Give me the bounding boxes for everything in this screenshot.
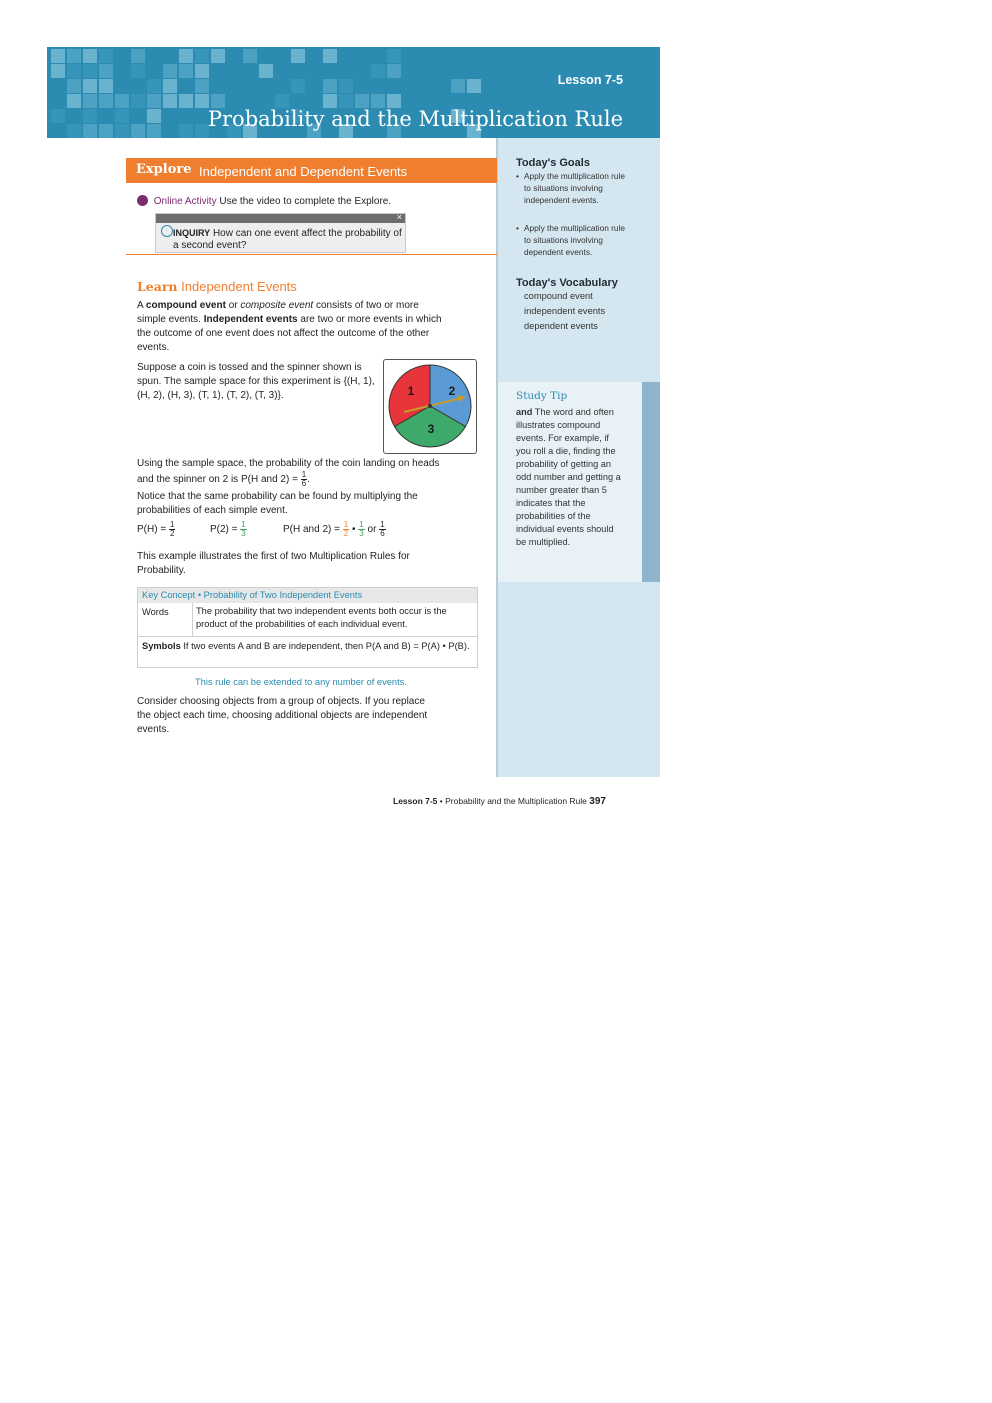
banner-tile bbox=[83, 49, 97, 63]
banner-tile bbox=[147, 94, 161, 108]
banner-tile bbox=[179, 49, 193, 63]
explore-title: Independent and Dependent Events bbox=[199, 164, 408, 179]
page-footer bbox=[393, 796, 606, 807]
inquiry-titlebar bbox=[156, 214, 405, 223]
banner-tile bbox=[195, 49, 209, 63]
spinner-figure bbox=[383, 359, 477, 454]
banner-tile bbox=[371, 94, 385, 108]
banner-tile bbox=[339, 94, 353, 108]
banner-tile bbox=[147, 109, 161, 123]
banner-tile bbox=[163, 79, 177, 93]
inquiry-text bbox=[173, 227, 403, 252]
learn-label: Learn bbox=[137, 279, 178, 294]
banner-tile bbox=[275, 94, 289, 108]
banner-tile bbox=[51, 64, 65, 78]
definition-paragraph: A compound event or composite event consists of two or more simple events. Independent events are two or more events in which the outcome of one event does not affect the outcome of the other events. bbox=[137, 300, 442, 353]
banner-tile bbox=[83, 94, 97, 108]
online-activity-icon bbox=[137, 195, 148, 206]
rule-intro-paragraph: This example illustrates the first of two Multiplication Rules for Probability. bbox=[137, 551, 410, 576]
study-tip-text bbox=[516, 406, 626, 549]
explore-rule bbox=[126, 182, 497, 183]
banner-tile bbox=[243, 49, 257, 63]
study-tip-title: Study Tip bbox=[516, 390, 568, 402]
learn-title: Independent Events bbox=[181, 279, 297, 294]
banner-tile bbox=[115, 94, 129, 108]
banner-tile bbox=[67, 124, 81, 138]
key-concept-box bbox=[137, 587, 478, 668]
goals-title: Today's Goals bbox=[516, 157, 590, 169]
banner-tile bbox=[99, 49, 113, 63]
banner-tile bbox=[115, 109, 129, 123]
close-icon[interactable]: × bbox=[396, 212, 402, 222]
banner-tile bbox=[83, 64, 97, 78]
banner-tile bbox=[147, 124, 161, 138]
vocab-item[interactable]: compound event bbox=[524, 291, 593, 301]
bullet: • bbox=[516, 223, 519, 233]
banner-tile bbox=[323, 94, 337, 108]
footer-title: Probability and the Multiplication Rule bbox=[445, 796, 587, 806]
page-number: 397 bbox=[589, 796, 606, 807]
spinner-label-2: 2 bbox=[448, 384, 456, 398]
learn-header bbox=[137, 279, 297, 294]
banner-tile bbox=[179, 124, 193, 138]
banner-tile bbox=[147, 79, 161, 93]
banner-tile bbox=[163, 64, 177, 78]
inquiry-label: INQUIRY bbox=[173, 228, 211, 238]
online-activity-text: Use the video to complete the Explore. bbox=[219, 196, 392, 207]
eq-p-two: P(2) = $\frac{1}{3}$ bbox=[210, 520, 246, 538]
lesson-number: Lesson 7-5 bbox=[557, 73, 623, 87]
spinner-graphic bbox=[384, 360, 476, 453]
vocab-item[interactable]: independent events bbox=[524, 306, 606, 316]
banner-tile bbox=[67, 94, 81, 108]
banner-tile bbox=[195, 94, 209, 108]
footer-separator: • bbox=[439, 796, 443, 806]
banner-tile bbox=[371, 64, 385, 78]
online-activity-label[interactable]: Online Activity bbox=[153, 196, 217, 207]
term-compound-event: compound event bbox=[145, 300, 226, 311]
closing-paragraph: Consider choosing objects from a group of objects. If you replace the object each time, choosing additional objects are independent events. bbox=[137, 696, 428, 735]
eq-p-heads: P(H) = $\frac{1}{2}$ bbox=[137, 520, 175, 538]
study-tip-bar bbox=[642, 382, 660, 582]
footer-lesson: Lesson 7-5 bbox=[393, 796, 438, 806]
spinner-label-3: 3 bbox=[427, 422, 435, 436]
banner-tile bbox=[179, 64, 193, 78]
banner-tile bbox=[67, 64, 81, 78]
banner-tile bbox=[195, 124, 209, 138]
symbols-label: Symbols bbox=[142, 641, 181, 651]
banner-tile bbox=[115, 124, 129, 138]
goal-text: Apply the multiplication rule to situations involving independent events. bbox=[524, 171, 625, 205]
term-independent-events: Independent events bbox=[203, 314, 298, 325]
vocab-title: Today's Vocabulary bbox=[516, 277, 618, 289]
key-concept-note: This rule can be extended to any number of events. bbox=[195, 677, 407, 687]
inquiry-question: How can one event affect the probability of a second event? bbox=[173, 228, 402, 251]
banner-tile bbox=[387, 49, 401, 63]
banner-tile bbox=[291, 79, 305, 93]
explore-header bbox=[126, 158, 497, 182]
banner-tile bbox=[131, 64, 145, 78]
banner-tile bbox=[323, 79, 337, 93]
probability-text: Using the sample space, the probability of the coin landing on heads and the spinner on 2 is P(H and 2) = bbox=[137, 458, 440, 486]
banner-tile bbox=[179, 94, 193, 108]
banner-tile bbox=[99, 124, 113, 138]
banner-tile bbox=[163, 94, 177, 108]
banner-tile bbox=[355, 94, 369, 108]
words-text: The probability that two independent events both occur is the product of the probabilities of each individual event. bbox=[196, 606, 447, 629]
lesson-banner bbox=[47, 47, 660, 138]
key-concept-divider bbox=[192, 603, 193, 636]
bullet: • bbox=[516, 171, 519, 181]
explore-bottom-rule bbox=[126, 254, 497, 255]
key-concept-title: Key Concept • Probability of Two Independent Events bbox=[142, 590, 363, 600]
lesson-title: Probability and the Multiplication Rule bbox=[207, 107, 623, 131]
banner-tile bbox=[291, 49, 305, 63]
banner-tile bbox=[211, 94, 225, 108]
study-tip-body: The word and often illustrates compound events. For example, if you roll a die, finding the probability of getting an odd number and getting a number greater than 5 indicates that the probabilities of the individual events should be multiplied. bbox=[516, 407, 621, 547]
banner-tile bbox=[323, 49, 337, 63]
banner-tile bbox=[131, 94, 145, 108]
banner-tile bbox=[387, 94, 401, 108]
banner-tile bbox=[51, 49, 65, 63]
symbols-row bbox=[142, 640, 477, 653]
inquiry-icon bbox=[161, 225, 173, 237]
term-composite-event: composite event bbox=[240, 300, 314, 311]
key-concept-row-divider bbox=[138, 636, 477, 637]
banner-tile bbox=[131, 124, 145, 138]
banner-tile bbox=[67, 79, 81, 93]
banner-tile bbox=[83, 79, 97, 93]
key-concept-header bbox=[138, 588, 477, 603]
inquiry-box bbox=[155, 213, 406, 253]
banner-tile bbox=[83, 109, 97, 123]
fraction-one-sixth: $\frac{1}{6}$ bbox=[301, 470, 307, 488]
banner-tile bbox=[131, 49, 145, 63]
words-label: Words bbox=[142, 607, 169, 617]
banner-tile bbox=[211, 49, 225, 63]
banner-tile bbox=[51, 109, 65, 123]
explore-label: Explore bbox=[136, 162, 192, 177]
banner-tile bbox=[259, 64, 273, 78]
banner-tile bbox=[99, 79, 113, 93]
notice-paragraph: Notice that the same probability can be found by multiplying the probabilities of each simple event. bbox=[137, 491, 418, 516]
banner-tile bbox=[387, 64, 401, 78]
banner-tile bbox=[83, 124, 97, 138]
goal-text: Apply the multiplication rule to situations involving dependent events. bbox=[524, 223, 625, 257]
eq-p-heads-and-two: P(H and 2) = $\frac{1}{2}$ • $\frac{1}{3}$ or $\frac{1}{6}$ bbox=[283, 520, 385, 538]
study-tip-term: and bbox=[516, 407, 533, 417]
banner-tile bbox=[339, 79, 353, 93]
banner-tile bbox=[451, 79, 465, 93]
banner-tile bbox=[67, 49, 81, 63]
banner-tile bbox=[195, 79, 209, 93]
spinner-label-1: 1 bbox=[407, 384, 415, 398]
goal-item bbox=[516, 170, 634, 206]
symbols-text: If two events A and B are independent, then P(A and B) = P(A) • P(B). bbox=[183, 641, 470, 651]
sample-space-paragraph: Suppose a coin is tossed and the spinner shown is spun. The sample space for this experiment is {(H, 1), (H, 2), (H, 3), (T, 1), (T, 2), (T, 3)}. bbox=[137, 362, 375, 401]
vocab-item[interactable]: dependent events bbox=[524, 321, 598, 331]
banner-tile bbox=[467, 79, 481, 93]
goal-item bbox=[516, 222, 634, 258]
banner-tile bbox=[195, 64, 209, 78]
probability-paragraph: Using the sample space, the probability of the coin landing on heads and the spinner on 2 is P(H and 2) = $\frac{1}{6}$ . bbox=[137, 458, 440, 488]
online-activity[interactable] bbox=[137, 195, 391, 207]
banner-tile bbox=[99, 64, 113, 78]
banner-tile bbox=[99, 94, 113, 108]
spinner-hub bbox=[428, 404, 432, 408]
